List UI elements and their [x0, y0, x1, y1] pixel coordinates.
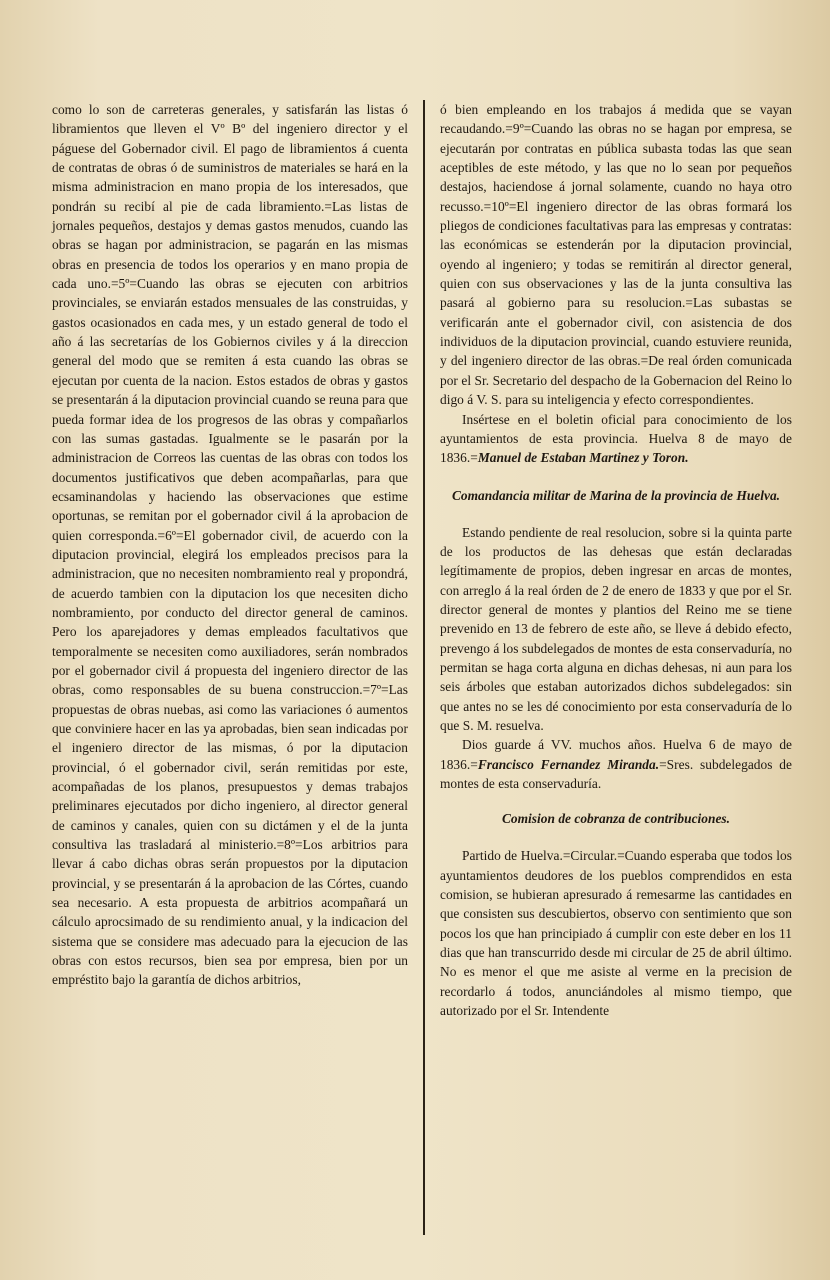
cobranza-body: Partido de Huelva.=Circular.=Cuando esperaba que todos los ayuntamientos deudores de los pueblos comprendidos en esta comision, se hubieran apresurado á remesarme las cantidades en que consisten sus descubiertos, observo con sentimiento que son pocos los que han principiado á cumplir con este deber en los 11 dias que han transcurrido desde mi circular de 25 de abril último. No es menor el que me asiste al verme en la precision de recordarlo á todos, anunciándoles al mismo tiempo, que autorizado por el Sr. Intendente — [440, 848, 792, 1019]
heading-comision-cobranza: Comision de cobranza de contribuciones. — [501, 811, 731, 827]
heading-comandancia-marina: Comandancia militar de Marina de la provincia de Huelva. — [451, 487, 781, 503]
right-column — [440, 100, 792, 1020]
signature-estaban: Manuel de Estaban Martinez y Toron. — [477, 450, 689, 466]
marina-closing — [440, 735, 792, 793]
marina-addressee: =Sres. subdelegados de montes de esta conservaduría. — [440, 756, 792, 791]
left-column-paragraph: como lo son de carreteras generales, y satisfarán las listas ó libramientos que lleven el Vº Bº del ingeniero director y el páguese del Gobernador civil. El pago de libramientos á cuenta de contratas de obras ó de suministros de materiales se hará en la misma administracion en mano propia de los interesados, que pondrán su recibí al pie de cada libramiento.=Las listas de jornales pequeños, destajos y demas gastos menudos, cuando las obras se hagan por administracion, se pagarán en las mismas obras en presencia de todos los operarios y en mano propia de cada uno.=5º=Cuando las obras se ejecuten con arbitrios provinciales, se enviarán estados mensuales de las construidas, y gastos ocasionados en cada mes, y un estado general de todo el año á las secretarías de los Gobiernos civiles y á la direccion general del modo que se remiten á esta cuando las obras se ejecutan por cuenta de la nacion. Estos estados de obras y gastos se presentarán á la diputacion provincial cuando se reuna para que pueda formar idea de los progresos de las obras y compañarlos con las sumas gastadas. Igualmente se le pasarán por la administracion de Correos las cuentas de las obras con todos los documentos justificativos que deben acompañarlas, para que ecsaminandolas y haciendo las observaciones que estime oportunas, se remitan por el gobernador civil á la aprobacion de quien corresponda.=6º=El gobernador civil, de acuerdo con la diputacion provincial, elegirá los empleados precisos para la administracion, que no necesiten nombramiento real y propondrá, de acuerdo tambien con la diputacion los que necesiten dicho nombramiento, por conducto del director general de caminos. Pero los aparejadores y demas empleados facultativos que temporalmente se necesiten como auxiliadores, serán nombrados por el gobernador civil á propuesta del ingeniero director de las obras, como responsables de su buena construccion.=7º=Las propuestas de obras nuebas, asi como las variaciones ó aumentos que conviniere hacer en las ya aprobadas, bien sean indicadas por el ingeniero director de las mismas, ó por la diputacion provincial, ó el gobernador civil, serán remitidas por este, acompañadas de los planos, presupuestos y demas trabajos preliminares ejecutados por dicho ingeniero, al director general de caminos y canales, quien con su dictámen y el de la junta consultiva las trasladará al ministerio.=8º=Los arbitrios para llevar á cabo dichas obras serán propuestos por la diputacion provincial, y se presentarán á la aprobacion de las Córtes, cuando sea necesario. A esta propuesta de arbitrios acompañará un cálculo aprocsimado de su rendimiento anual, y la indicacion del sistema que se considere mas adecuado para la ejecucion de las obras con estos recursos, bien sea por empresa, bien por un empréstito bajo la garantía de dichos arbitrios, — [52, 102, 409, 988]
insertese-text: Insértese en el boletin oficial para conocimiento de los ayuntamientos de esta provincia. Huelva 8 de mayo de 1836.= — [440, 411, 792, 466]
signature-fernandez-miranda: Francisco Fernandez Miranda. — [477, 756, 660, 772]
insertese-paragraph — [440, 410, 792, 468]
dios-guarde-text: Dios guarde á VV. muchos años. Huelva 6 de mayo de 1836.= — [440, 737, 792, 772]
left-column — [52, 100, 408, 990]
column-divider — [423, 100, 425, 1235]
marina-body: Estando pendiente de real resolucion, sobre si la quinta parte de los productos de las dehesas que están declaradas legítimamente de propios, deben ingresar en arcas de montes, con arreglo á la real órden de 2 de enero de 1833 y que por el Sr. director general de montes y plantios del Reino me se tiene prevenido en 13 de febrero de este año, se lleve á debido efecto, prevengo á los subdelegados de montes de esta conservaduría, no permitan se haga corta alguna en dichas dehesas, ni aun para los seis árboles que estaban autorizados dichos subdelegados: sin que antes no se les dé conocimiento por esta conservaduría de lo que S. M. resuelva. — [440, 524, 792, 733]
right-column-continuation: ó bien empleando en los trabajos á medida que se vayan recaudando.=9º=Cuando las obras no se hagan por empresa, se ejecutarán por contratas en pública subasta todas las que sean aceptibles de este método, y las que no lo sean por pequeños destajos, haciendose á jornal solamente, cuando no haya otro recusso.=10º=El ingeniero director de las obras formará los pliegos de condiciones facultativas para las empresas y contratas: las económicas se estenderán por la diputacion provincial, oyendo al ingeniero; y todas se remitirán al director general, quien con sus observaciones y las de la junta consultiva las pasará al gobierno para su resolucion.=Las subastas se verificarán ante el gobernador civil, con asistencia de dos individuos de la diputacion provincial, cuando estuviere reunida, y del ingeniero director de las obras.=De real órden comunicada por el Sr. Secretario del despacho de la Gobernacion del Reino lo digo á V. S. para su inteligencia y efecto correspondientes. — [440, 102, 792, 408]
